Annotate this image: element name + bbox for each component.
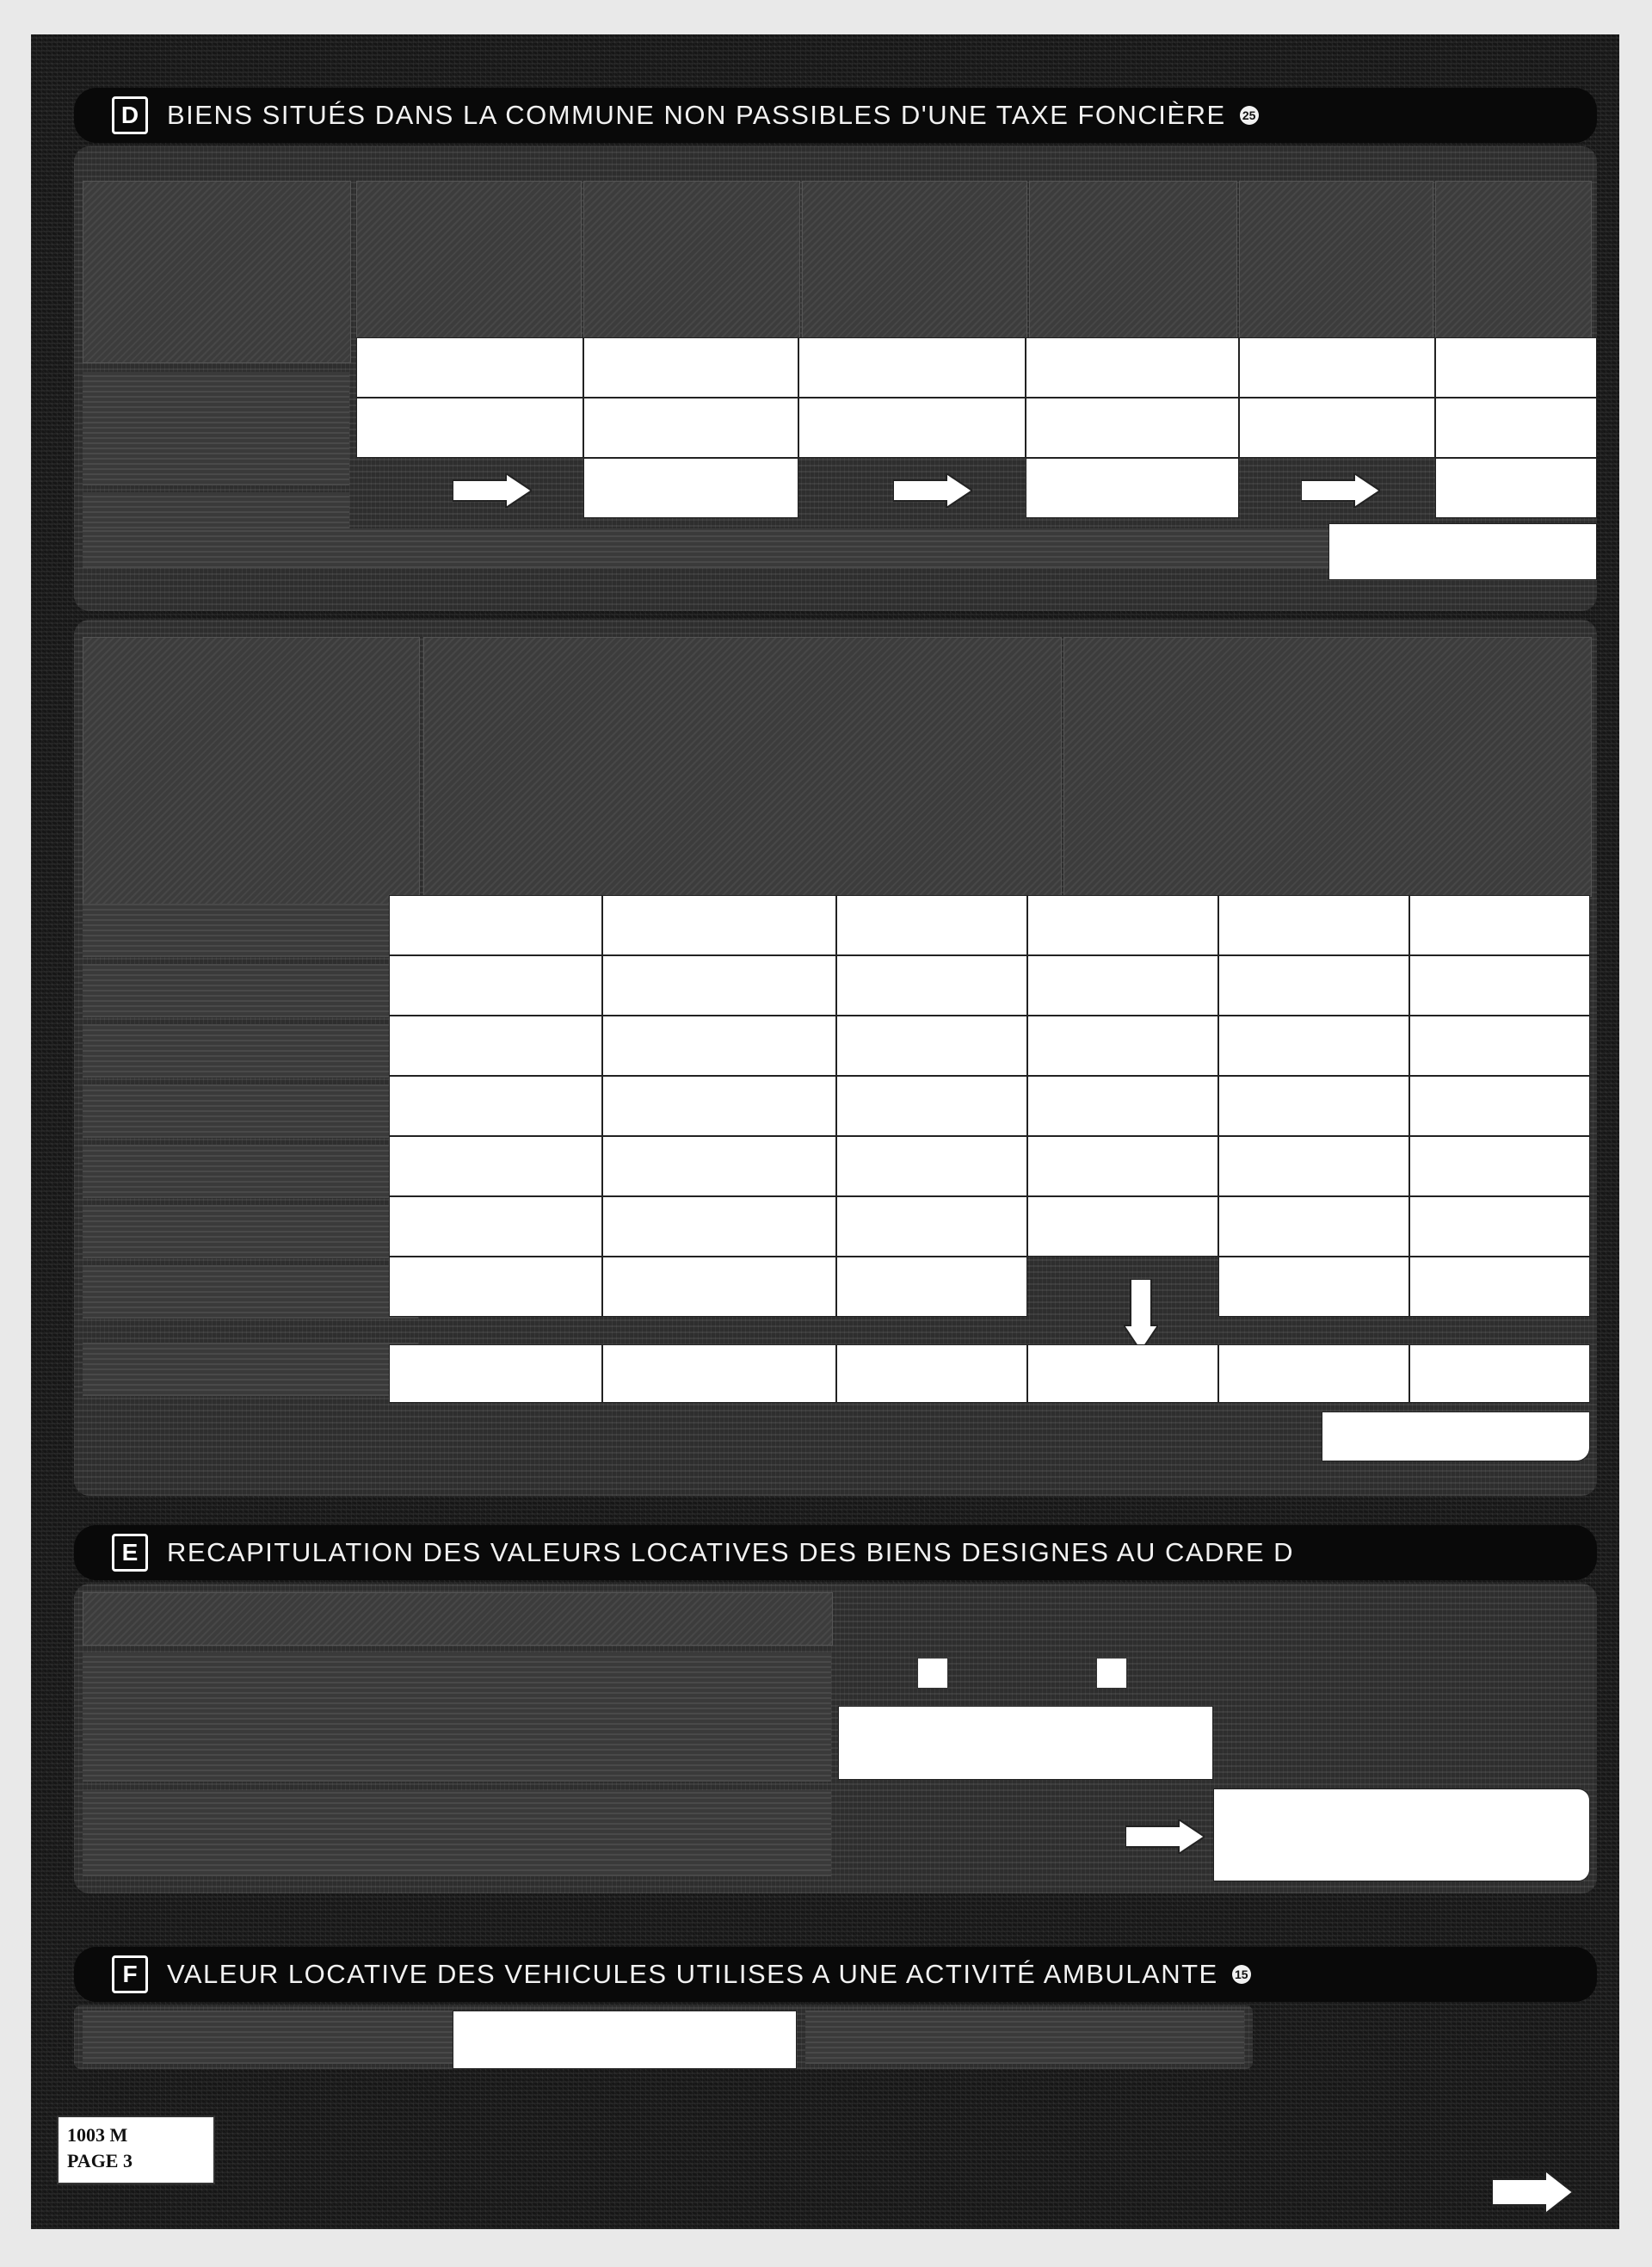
section-d-banner — [74, 88, 1597, 143]
d1-input-r2-c1[interactable] — [356, 398, 583, 458]
e-checkbox-1[interactable] — [917, 1658, 948, 1689]
arrow-right-icon — [1301, 473, 1380, 508]
f-row-label — [83, 2011, 453, 2064]
d1-input-r2-c6[interactable] — [1435, 398, 1597, 458]
d1-total-label — [83, 528, 1356, 568]
d2-input-r6-c2[interactable] — [602, 1196, 836, 1257]
arrow-right-icon — [1125, 1819, 1205, 1854]
d2-input-r1-c3[interactable] — [836, 895, 1027, 955]
d1-subtotal-2[interactable] — [1026, 458, 1239, 518]
d2-row-label-4 — [83, 1084, 418, 1138]
d2-input-r7-c2[interactable] — [602, 1257, 836, 1317]
d2-input-r2-c5[interactable] — [1218, 955, 1409, 1016]
e-row-label-2 — [83, 1790, 831, 1876]
d1-col-header-1 — [356, 181, 582, 363]
d2-input-r5-c4[interactable] — [1027, 1136, 1218, 1196]
d2-row-label-1 — [83, 904, 418, 957]
d2-input-r7-c3[interactable] — [836, 1257, 1027, 1317]
d2-input-r4-c4[interactable] — [1027, 1076, 1218, 1136]
next-page-arrow-icon — [1492, 2171, 1573, 2214]
d2-input-r4-c2[interactable] — [602, 1076, 836, 1136]
f-extra-label — [805, 2011, 1244, 2064]
d2-group-header-2 — [1063, 637, 1592, 897]
d1-input-r1-c1[interactable] — [356, 337, 583, 398]
d2-input-r7-c6[interactable] — [1409, 1257, 1590, 1317]
d2-input-r5-c3[interactable] — [836, 1136, 1027, 1196]
d2-input-r4-c6[interactable] — [1409, 1076, 1590, 1136]
d1-input-r2-c3[interactable] — [798, 398, 1026, 458]
d2-input-r5-c1[interactable] — [389, 1136, 602, 1196]
d2-total-c1[interactable] — [389, 1344, 602, 1403]
d2-row-label-8 — [83, 1343, 418, 1396]
e-header — [83, 1592, 833, 1646]
d1-subtotal-1[interactable] — [583, 458, 798, 518]
d1-input-r1-c6[interactable] — [1435, 337, 1597, 398]
e-total-input[interactable] — [1213, 1788, 1590, 1881]
d1-col-header-3 — [802, 181, 1027, 363]
form-number: 1003 M — [67, 2124, 128, 2146]
section-e-title: RECAPITULATION DES VALEURS LOCATIVES DES BIENS DESIGNES AU CADRE D — [167, 1537, 1295, 1567]
d1-subtotal-3[interactable] — [1435, 458, 1597, 518]
arrow-down-icon — [1124, 1279, 1158, 1351]
d2-input-r5-c6[interactable] — [1409, 1136, 1590, 1196]
d2-input-r2-c6[interactable] — [1409, 955, 1590, 1016]
section-f-note-ref: 15 — [1232, 1965, 1251, 1984]
d2-grand-total[interactable] — [1322, 1411, 1590, 1461]
d2-input-r2-c2[interactable] — [602, 955, 836, 1016]
d2-group-header-1 — [423, 637, 1062, 897]
d1-input-r2-c2[interactable] — [583, 398, 798, 458]
d1-input-r2-c5[interactable] — [1239, 398, 1435, 458]
d2-row-label-7 — [83, 1265, 418, 1319]
e-value-input[interactable] — [838, 1706, 1213, 1780]
d2-total-c5[interactable] — [1218, 1344, 1409, 1403]
section-e-letter: E — [112, 1534, 148, 1572]
d2-input-r1-c5[interactable] — [1218, 895, 1409, 955]
form-sheet — [31, 34, 1619, 2229]
d2-input-r6-c5[interactable] — [1218, 1196, 1409, 1257]
d2-input-r4-c3[interactable] — [836, 1076, 1027, 1136]
d2-input-r3-c5[interactable] — [1218, 1016, 1409, 1076]
d1-row-header — [83, 181, 351, 363]
arrow-right-icon — [453, 473, 532, 508]
d2-input-r6-c3[interactable] — [836, 1196, 1027, 1257]
d2-input-r7-c1[interactable] — [389, 1257, 602, 1317]
d2-input-r1-c6[interactable] — [1409, 895, 1590, 955]
d2-input-r3-c1[interactable] — [389, 1016, 602, 1076]
d2-row-label-5 — [83, 1145, 418, 1198]
d2-input-r2-c3[interactable] — [836, 955, 1027, 1016]
e-checkbox-2[interactable] — [1096, 1658, 1127, 1689]
d2-input-r3-c4[interactable] — [1027, 1016, 1218, 1076]
d2-input-r1-c1[interactable] — [389, 895, 602, 955]
section-f-letter: F — [112, 1955, 148, 1993]
d2-input-r3-c6[interactable] — [1409, 1016, 1590, 1076]
d2-input-r3-c2[interactable] — [602, 1016, 836, 1076]
d2-row-label-2 — [83, 964, 418, 1017]
d1-input-r1-c3[interactable] — [798, 337, 1026, 398]
d2-total-c4[interactable] — [1027, 1344, 1218, 1403]
d1-input-r1-c5[interactable] — [1239, 337, 1435, 398]
form-id-label — [57, 2116, 215, 2184]
section-d-note-ref: 25 — [1240, 106, 1259, 125]
d2-total-c2[interactable] — [602, 1344, 836, 1403]
d2-row-header — [83, 637, 420, 911]
d2-input-r1-c2[interactable] — [602, 895, 836, 955]
f-vehicle-value-input[interactable] — [453, 2011, 797, 2069]
section-f-banner — [74, 1947, 1597, 2002]
d2-input-r2-c1[interactable] — [389, 955, 602, 1016]
d1-col-header-4 — [1029, 181, 1237, 363]
d2-total-c6[interactable] — [1409, 1344, 1590, 1403]
d1-col-header-2 — [583, 181, 800, 363]
d2-input-r6-c6[interactable] — [1409, 1196, 1590, 1257]
d2-input-r6-c4[interactable] — [1027, 1196, 1218, 1257]
d2-row-label-6 — [83, 1205, 418, 1258]
d2-total-c3[interactable] — [836, 1344, 1027, 1403]
arrow-right-icon — [893, 473, 972, 508]
page-number: PAGE 3 — [67, 2150, 133, 2171]
d2-input-r4-c1[interactable] — [389, 1076, 602, 1136]
d2-input-r7-c5[interactable] — [1218, 1257, 1409, 1317]
d2-input-r6-c1[interactable] — [389, 1196, 602, 1257]
d1-input-r1-c2[interactable] — [583, 337, 798, 398]
section-e-banner — [74, 1525, 1597, 1580]
d2-input-r3-c3[interactable] — [836, 1016, 1027, 1076]
d2-input-r5-c2[interactable] — [602, 1136, 836, 1196]
d1-input-r2-c4[interactable] — [1026, 398, 1239, 458]
d1-total[interactable] — [1328, 523, 1597, 580]
d1-col-header-6 — [1435, 181, 1592, 363]
d1-row-label-1 — [83, 372, 349, 485]
d1-input-r1-c4[interactable] — [1026, 337, 1239, 398]
d2-input-r1-c4[interactable] — [1027, 895, 1218, 955]
section-d-letter: D — [112, 96, 148, 134]
e-row-label-1 — [83, 1652, 831, 1782]
d2-input-r5-c5[interactable] — [1218, 1136, 1409, 1196]
d2-input-r2-c4[interactable] — [1027, 955, 1218, 1016]
d2-input-r4-c5[interactable] — [1218, 1076, 1409, 1136]
d1-col-header-5 — [1239, 181, 1433, 363]
d2-row-label-3 — [83, 1024, 418, 1078]
section-d-title: BIENS SITUÉS DANS LA COMMUNE NON PASSIBLES D'UNE TAXE FONCIÈRE — [167, 100, 1226, 130]
section-f-title: VALEUR LOCATIVE DES VEHICULES UTILISES A UNE ACTIVITÉ AMBULANTE — [167, 1959, 1218, 1989]
